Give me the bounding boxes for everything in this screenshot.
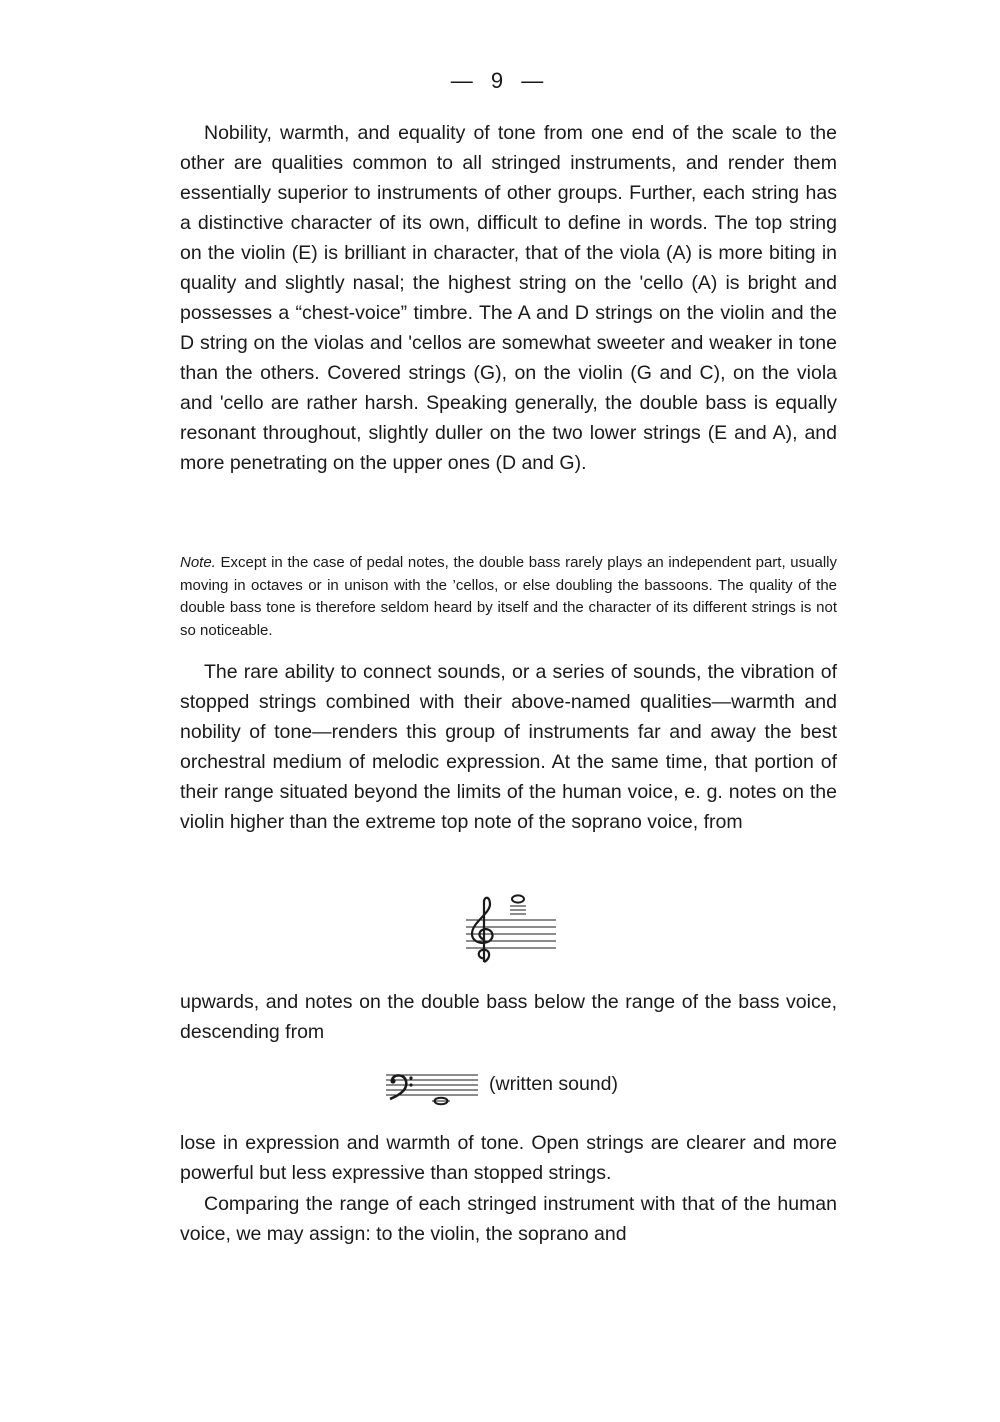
paragraph-text: lose in expression and warmth of tone. Open strings are clearer and more powerful but less expressive than stopped strings. — [180, 1132, 837, 1184]
paragraph-text: The rare ability to connect sounds, or a series of sounds, the vibration of stopped strings combined with their above-named qualities—warmth and nobility of tone—renders this group of instruments far and away the best orchestral medium of melodic expression. At the same time, that portion of their range situated beyond the limits of the human voice, e. g. notes on the violin higher than the extreme top note of the soprano voice, from — [180, 661, 837, 833]
paragraph-melodic-expression — [180, 657, 837, 837]
page-number: — 9 — — [450, 68, 550, 93]
treble-clef-music-notation — [462, 892, 562, 964]
note-text: Except in the case of pedal notes, the double bass rarely plays an independent part, usually moving in octaves or in unison with the ’cellos, or else doubling the bassoons. The quality of the double bass tone is therefore seldom heard by itself and the character of its different strings is not so noticeable. — [180, 554, 837, 640]
note-label: Note. — [180, 554, 216, 571]
bass-staff-example — [384, 1071, 480, 1112]
paragraph-open-strings — [180, 1128, 837, 1188]
paragraph-voice-comparison — [180, 1189, 837, 1249]
paragraph-double-bass-range — [180, 987, 837, 1047]
treble-staff-example — [462, 892, 562, 969]
paragraph-text: Nobility, warmth, and equality of tone from one end of the scale to the other are qualities common to all stringed instruments, and render them essentially superior to instruments of other groups. Further, each string has a distinctive character of its own, difficult to define in words. The top string on the violin (E) is brilliant in character, that of the viola (A) is more biting in quality and slightly nasal; the highest string on the 'cello (A) is bright and possesses a “chest-voice” timbre. The A and D strings on the violin and the D string on the violas and 'cellos are somewhat sweeter and weaker in tone than the others. Covered strings (G), on the violin (G and C), on the viola and 'cello are rather harsh. Speaking generally, the double bass is equally resonant throughout, slightly duller on the two lower strings (E and A), and more penetrating on the upper ones (D and G). — [180, 122, 837, 474]
paragraph-text: upwards, and notes on the double bass below the range of the bass voice, descending from — [180, 991, 837, 1043]
note-paragraph — [180, 552, 837, 643]
written-sound-label: (written sound) — [489, 1073, 618, 1095]
paragraph-text: Comparing the range of each stringed instrument with that of the human voice, we may assign: to the violin, the soprano and — [180, 1193, 837, 1245]
paragraph-string-qualities — [180, 118, 837, 478]
bass-clef-music-notation — [384, 1071, 480, 1107]
